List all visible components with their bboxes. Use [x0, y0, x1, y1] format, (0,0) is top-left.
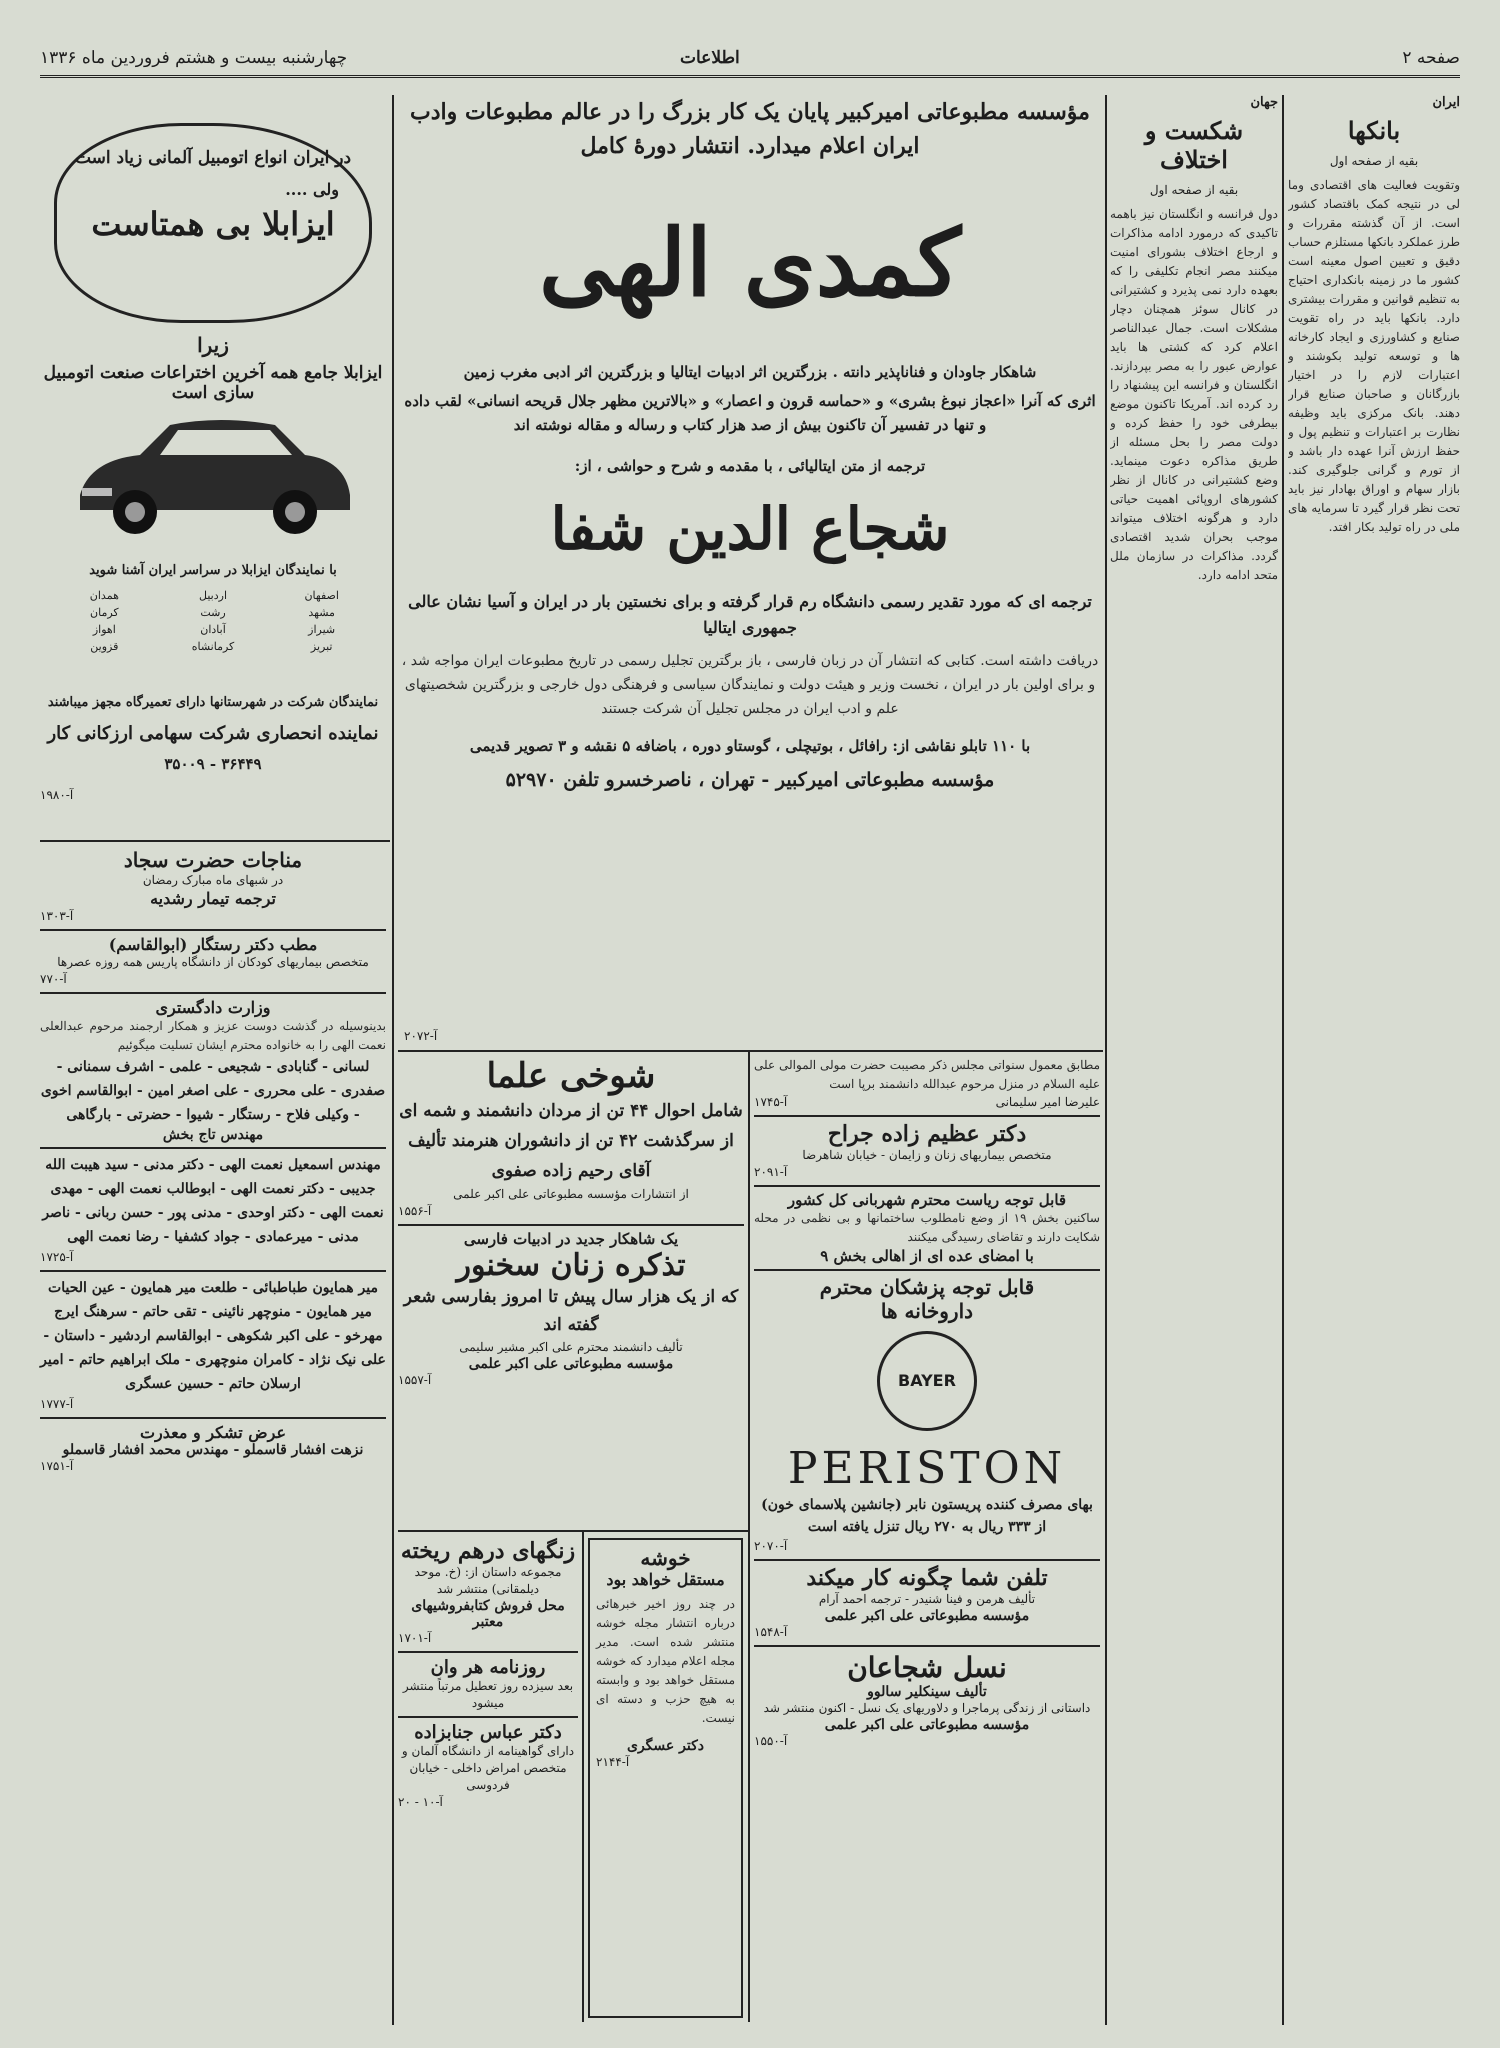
doctor-title: دکتر عظیم زاده جراح: [827, 1121, 1027, 1147]
phone-book-publisher: مؤسسه مطبوعاتی علی اکبر علمی: [824, 1608, 1030, 1624]
ad-code: آ-۱۷۰۱: [398, 1631, 432, 1645]
notice-text: مطابق معمول سنواتی مجلس ذکر مصیبت حضرت مولی الموالی علی علیه السلام در منزل مرحوم عبدالله دانشمند برپا است: [754, 1058, 1100, 1091]
khoshe-ad: [588, 1538, 743, 2018]
ad-code: آ-۲۰۹۱: [754, 1165, 788, 1179]
ad-code: آ-۱۵۴۸: [754, 1625, 788, 1639]
section-rule: [398, 1050, 1103, 1052]
comedy-ad: [400, 95, 1100, 1045]
column-rule: [1282, 95, 1284, 2025]
tazkere-publisher: مؤسسه مطبوعاتی علی اکبر علمی: [468, 1356, 674, 1372]
ad-line: در ایران انواع اتومبیل آلمانی زیاد است: [74, 148, 352, 168]
ad-line: زیرا: [197, 333, 229, 357]
agents-note: نمایندگان شرکت در شهرستانها دارای تعمیرگاه مجهز میباشند: [47, 695, 379, 710]
ad-body: دریافت داشته است. کتابی که انتشار آن در زبان فارسی ، باز برگترین تجلیل رسمی در تاریخ مطبوعات ایران مواجه شد ، و برای اولین بار در ایران ، نخست وزیر و هیئت دولت و نمایندگان سیاسی و فرهنگی دول خارجی و بزرگترین شخصیتهای علم و ادب ایران در مجلس تجلیل آن شرکت جستند: [401, 653, 1099, 717]
article-body: وتقویت فعالیت های اقتصادی وما لی در نتیجه کمک باقتصاد کشور است. از آن گذشته مقررات و طرز عملکرد بانکها مستلزم حساب دقیق و تعیین اصول معینه است کشور ما در زمینه بانکداری احتیاج به تنظیم قوانین و مقررات بیشتری دارد. بانکها باید در راه تقویت صنایع و کشاورزی و ایجاد کارخانه ها و توسعه تولید بکوشند و اعتبارات لازم را در اختیار بازرگانان و صاحبان صنایع قرار دهند. بانک مرکزی باید وظیفه نظارت بر اعتبارات و تنظیم پول و حفظ ارزش آنرا عهده دار باشد و از تورم و گرانی جلوگیری کند. بازار سهام و اوراق بهادار نیز باید تحت نظر قرار گیرد تا سرمایه های ملی در راه تولید بکار افتد.: [1288, 178, 1460, 534]
khoshe-text: در چند روز اخیر خبرهائی درباره انتشار مجله خوشه منتشر شده است. مدیر مجله اعلام میدارد که خوشه مستقل خواهد بود و وابسته به هیچ حزب و دسته ای نیست.: [596, 1597, 735, 1725]
ad-headline: مؤسسه مطبوعاتی امیرکبیر پایان یک کار بزرگ را در عالم مطبوعات وادب ایران اعلام میدارد. انتشار دورهٔ کامل: [410, 99, 1090, 159]
justice-sign: مهندس تاج بخش: [162, 1127, 264, 1143]
section-label: ایران: [1432, 95, 1460, 110]
clinic-text: متخصص بیماریهای کودکان از دانشگاه پاریس همه روزه عصرها: [57, 955, 369, 969]
ad-code: آ-۱۵۵۶: [398, 1204, 432, 1218]
shookhi-publisher: از انتشارات مؤسسه مطبوعاتی علی اکبر علمی: [453, 1187, 689, 1201]
article-title: شکست و اختلاف: [1144, 116, 1244, 174]
price-text: بهای مصرف کننده پریستون نابر (جانشین پلاسمای خون) از ۳۳۳ ریال به ۲۷۰ ریال تنزل یافته است: [761, 1497, 1093, 1535]
thanks-title: عرض تشکر و معذرت: [139, 1423, 287, 1442]
car-icon: [60, 400, 360, 550]
column-rule: [392, 95, 394, 2025]
continued-label: بقیه از صفحه اول: [1329, 154, 1419, 168]
monajat-note: در شبهای ماه مبارک رمضان: [142, 873, 284, 887]
ad-code: آ-۱۷۷۷: [40, 1397, 74, 1411]
sole-agent: نماینده انحصاری شرکت سهامی ارزکانی کار: [47, 723, 379, 744]
zang-sub: محل فروش کتابفروشیهای معتبر: [411, 1598, 565, 1630]
zang-title: زنگهای درهم ریخته: [400, 1538, 576, 1564]
ad-code: آ-۱۰ - ۲۰: [398, 1795, 443, 1809]
publisher-line: مؤسسه مطبوعاتی امیرکبیر - تهران ، ناصرخسرو تلفن ۵۲۹۷۰: [505, 769, 995, 791]
ad-line: ایزابلا جامع همه آخرین اختراعات صنعت اتومبیل سازی است: [43, 363, 383, 403]
isabella-ad: [40, 95, 386, 835]
section-rule: [398, 1530, 748, 1532]
justice-names: لسانی - گنابادی - شجیعی - علمی - اشرف سمنانی - صفدری - علی محرری - علی اصغر امین - ابوالقاسم اخوی - وکیلی فلاح - رستگار - شیوا - حضرتی - بارگاهی: [40, 1059, 386, 1123]
notice-footer: [754, 1094, 1100, 1111]
abbas-text: دارای گواهینامه از دانشگاه آلمان و متخصص امراض داخلی - خیابان فردوسی: [401, 1744, 575, 1792]
ad-code: آ-۱۳۰۳: [40, 909, 74, 923]
nasl-text: داستانی از زندگی پرماجرا و دلاوریهای یک نسل - اکنون منتشر شد: [763, 1701, 1091, 1715]
column-rule: [748, 1052, 750, 2022]
ad-code: آ-۲۰۷۲: [404, 1029, 438, 1043]
ad-line: ولی ....: [285, 180, 339, 199]
monajat-translator: ترجمه تیمار رشدیه: [150, 889, 276, 908]
ad-description: اثری که آنرا «اعجاز نبوغ بشری» و «حماسه قرون و اعصار» و «بالاترین مظهر جلال قریحه انسانی» لقب داده و تنها در تفسیر آن تاکنون بیش از صد هزار کتاب و رساله و مقاله نوشته اند: [404, 392, 1096, 434]
zang-ad: [398, 1538, 578, 2023]
doctor-text: متخصص بیماریهای زنان و زایمان - خیابان شاهرضا: [802, 1148, 1052, 1162]
translator-intro: ترجمه از متن ایتالیائی ، با مقدمه و شرح و حواشی ، از:: [574, 457, 926, 475]
newspaper-name: اطلاعات: [680, 48, 740, 68]
khoshe-subtitle: مستقل خواهد بود: [606, 1570, 725, 1589]
phone-book-title: تلفن شما چگونه کار میکند: [806, 1565, 1048, 1591]
banks-article: [1288, 95, 1460, 2025]
agent-city: همدان: [89, 589, 119, 602]
page-number: صفحه ۲: [1402, 48, 1460, 68]
illustrations-text: با ۱۱۰ تابلو نقاشی از: رافائل ، بوتیچلی ، گوستاو دوره ، باضافه ۵ نقشه و ۳ تصویر قدیمی: [469, 737, 1031, 755]
thanks-sign: نزهت افشار قاسملو - مهندس محمد افشار قاسملو: [62, 1442, 364, 1458]
agent-city: کرمان: [90, 606, 119, 619]
abbas-title: دکتر عباس جنابزاده: [414, 1722, 562, 1743]
issue-date: چهارشنبه بیست و هشتم فروردین ماه ۱۳۳۶: [40, 48, 348, 68]
monajat-title: مناجات حضرت سجاد: [123, 848, 303, 872]
agents-title: با نمایندگان ایزابلا در سراسر ایران آشنا شوید: [89, 563, 337, 578]
left-notices: [40, 848, 386, 2023]
ad-code: آ-۱۹۸۰: [40, 788, 74, 802]
agent-city: آبادان: [200, 623, 226, 636]
shookhi-text: شامل احوال ۴۴ تن از مردان دانشمند و شمه ای از سرگذشت ۴۲ تن از دانشوران هنرمند تألیف آقای رحیم زاده صفوی: [399, 1101, 743, 1181]
agent-city: کرمانشاه: [191, 640, 235, 653]
ad-code: آ-۲۱۴۴: [596, 1755, 630, 1769]
world-article: [1110, 95, 1278, 2025]
ad-code: آ-۲۰۷۰: [754, 1539, 788, 1553]
roozname-title: روزنامه هر وان: [430, 1657, 546, 1678]
agent-city: اهواز: [92, 623, 116, 636]
agent-city: تبریز: [310, 640, 333, 653]
ad-code: آ-۱۷۲۵: [40, 1250, 74, 1264]
khoshe-sign: دکتر عسگری: [627, 1738, 704, 1754]
ad-code: آ-۱۷۵۱: [40, 1459, 74, 1473]
middle-notices: [754, 1056, 1100, 2024]
brand-slogan: ایزابلا بی همتاست: [91, 205, 335, 243]
police-title: قابل توجه ریاست محترم شهربانی کل کشور: [787, 1191, 1067, 1209]
book-ads: [398, 1056, 744, 1526]
agent-city: قزوین: [90, 640, 119, 653]
agent-city: رشت: [200, 606, 226, 619]
police-sign: با امضای عده ای از اهالی بخش ۹: [820, 1247, 1034, 1265]
shookhi-title: شوخی علما: [486, 1056, 656, 1096]
phone-book-authors: تألیف هرمن و فینا شنیدر - ترجمه احمد آرام: [818, 1592, 1036, 1606]
condolence-names: مهندس اسمعیل نعمت الهی - دکتر مدنی - سید هیبت الله جدیبی - دکتر نعمت الهی - ابوطالب نعمت الهی - مهدی نعمت الهی - دکتر اوحدی - مدنی پور - حسن ربانی - ناصر مدنی - میرعمادی - جواد کشفیا - رضا نعمت الهی: [42, 1157, 384, 1245]
nasl-author: تألیف سینکلیر سالوو: [867, 1684, 987, 1700]
condolence-names: میر همایون طباطبائی - طلعت میر همایون - عین الحیات میر همایون - منوچهر نائینی - تقی حاتم - سرهنگ ایرج مهرخو - علی اکبر شکوهی - ابوالقاسم اردشیر - داستان - علی نیک نژاد - کامران منوچهری - ملک ابراهیم حاتم - امیر ارسلان حاتم - حسین عسگری: [40, 1280, 386, 1392]
justice-text: بدینوسیله در گذشت دوست عزیز و همکار ارجمند مرحوم عبدالعلی نعمت الهی را به خانواده محترم ایشان تسلیت میگوئیم: [40, 1019, 386, 1052]
ad-code: آ-۱۵۵۷: [398, 1373, 432, 1387]
book-title: کمدی الهی: [539, 209, 961, 317]
article-body: دول فرانسه و انگلستان نیز باهمه تاکیدی که درمورد ادامه مذاکرات و ارجاع اختلاف بشورای امنیت میکنند مصر انجام تکلیفی را که بعهده دارد نمی پذیرد و کشتیرانی در کانال سوئز همچنان دچار مشکلات است. جمال عبدالناصر اعلام کرد که کشتی ها باید عوارض عبور را به مصر بپردازند. انگلستان و فرانسه این پیشنهاد را رد کرده اند. آمریکا تاکنون موضع بیطرفی خود را حفظ کرده و دولت مصر را بحل مسئله از طریق مذاکره دعوت مینماید. وضع کشتیرانی در کانال از نظر کشورهای اروپائی اهمیت حیاتی دارد و هرگونه اختلاف میتواند موجب بحران شدید اقتصادی گردد. مذاکرات در سازمان ملل متحد ادامه دارد.: [1110, 207, 1278, 582]
tazkere-title: تذکره زنان سخنور: [456, 1248, 686, 1283]
zang-text: مجموعه داستان از: (خ. موحد دیلمقانی) منتشر شد: [414, 1565, 562, 1596]
tazkere-head: یک شاهکار جدید در ادبیات فارسی: [463, 1230, 679, 1248]
section-rule: [40, 840, 390, 842]
agent-city: اصفهان: [304, 589, 339, 602]
section-label: جهان: [1250, 95, 1278, 110]
nasl-publisher: مؤسسه مطبوعاتی علی اکبر علمی: [824, 1717, 1030, 1733]
ad-code: آ-۱۷۴۵: [754, 1095, 788, 1109]
tazkere-author: تألیف دانشمند محترم علی اکبر مشیر سلیمی: [459, 1340, 683, 1354]
ad-code: آ-۱۵۵۰: [754, 1734, 788, 1748]
agent-city: مشهد: [308, 606, 335, 619]
agents-list: [50, 587, 376, 655]
bayer-wordmark: BAYER: [898, 1371, 956, 1390]
continued-label: بقیه از صفحه اول: [1149, 183, 1239, 197]
khoshe-title: خوشه: [640, 1546, 691, 1570]
masthead: [40, 40, 1460, 78]
agent-city: شیراز: [308, 623, 336, 636]
pharm-subtitle: داروخانه ها: [880, 1299, 974, 1323]
speech-bubble: [54, 123, 372, 323]
phone-numbers: ۳۶۴۴۹ - ۳۵۰۰۹: [164, 755, 262, 773]
article-title: بانکها: [1347, 116, 1401, 145]
translator-name: شجاع الدین شفا: [550, 495, 950, 563]
pharm-title: قابل توجه پزشکان محترم: [819, 1275, 1035, 1299]
column-rule: [1105, 95, 1107, 2025]
column-rule: [582, 1532, 584, 2022]
justice-title: وزارت دادگستری: [155, 998, 271, 1017]
nasl-title: نسل شجاعان: [847, 1651, 1007, 1684]
police-text: ساکنین بخش ۱۹ از وضع نامطلوب ساختمانها و بی نظمی در محله شکایت دارند و تقاضای رسیدگی میکنند: [754, 1211, 1100, 1244]
clinic-title: مطب دکتر رستگار (ابوالقاسم): [108, 935, 318, 954]
agent-city: اردبیل: [199, 589, 227, 602]
tazkere-text: که از یک هزار سال پیش تا امروز بفارسی شعر گفته اند: [403, 1287, 739, 1335]
award-text: ترجمه ای که مورد تقدیر رسمی دانشگاه رم قرار گرفته و برای نخستین بار در ایران و آسیا نشان عالی جمهوری ایتالیا: [408, 592, 1092, 637]
ad-subtitle: شاهکار جاودان و فناناپذیر دانته . بزرگترین اثر ادبیات ایتالیا و بزرگترین اثر ادبی مغرب زمین: [463, 363, 1037, 381]
roozname-text: بعد سیزده روز تعطیل مرتباً منتشر میشود: [402, 1679, 574, 1710]
car-illustration: [60, 400, 360, 550]
ad-code: آ-۷۷۰: [40, 972, 67, 986]
periston-brand: PERISTON: [787, 1443, 1067, 1494]
bayer-logo: [754, 1323, 1100, 1443]
notice-sign: علیرضا امیر سلیمانی: [995, 1095, 1100, 1109]
